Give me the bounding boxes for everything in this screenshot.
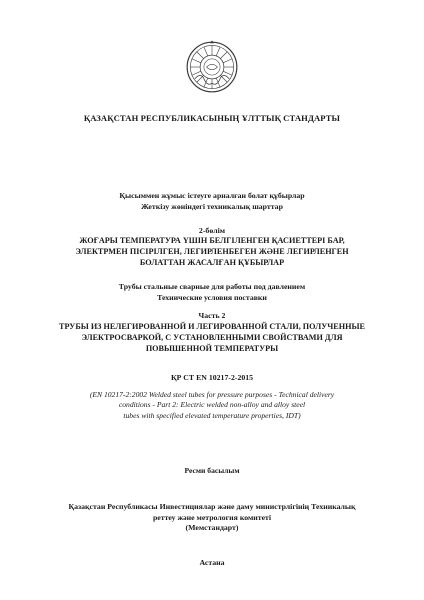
standard-code: ҚР СТ EN 10217-2-2015 [170,373,254,382]
russian-part-label: Часть 2 [198,311,226,320]
emblem-graphic [185,40,239,94]
kazakh-subtitle [0,236,424,268]
issuer [0,502,424,534]
english-reference-line: tubes with specified elevated temperature properties, IDT) [123,410,301,420]
russian-subtitle-line: ЭЛЕКТРОСВАРКОЙ, С УСТАНОВЛЕННЫМИ СВОЙСТВАМИ ДЛЯ [81,332,343,342]
official-edition-label: Ресми басылым [184,466,240,475]
english-reference-line: conditions - Part 2: Electric welded non-alloy and alloy steel [118,400,306,410]
state-emblem-icon [185,40,239,94]
issuer-line: реттеу және метрология комитеті [152,512,272,522]
russian-subtitle [0,322,424,354]
kazakh-title-line: Жеткізу жөніндегі техникалық шарттар [141,201,283,211]
russian-subtitle-line: ПОВЫШЕННОЙ ТЕМПЕРАТУРЫ [145,343,279,353]
russian-title [0,282,424,303]
city-label: Астана [199,558,225,567]
russian-subtitle-line: ТРУБЫ ИЗ НЕЛЕГИРОВАННОЙ И ЛЕГИРОВАННОЙ СТАЛИ, ПОЛУЧЕННЫЕ [59,322,365,331]
russian-title-line: Трубы стальные сварные для работы под давлением [118,282,306,291]
kazakh-subtitle-line: БОЛАТТАН ЖАСАЛҒАН ҚҰБЫРЛАР [139,257,285,267]
kazakh-part-label: 2-бөлім [198,226,226,235]
russian-title-line: Технические условия поставки [157,292,267,302]
kazakh-title [0,191,424,212]
english-reference [0,390,424,421]
national-standard-heading: ҚАЗАҚСТАН РЕСПУБЛИКАСЫНЫҢ ҰЛТТЫҚ СТАНДАРТЫ [83,113,341,123]
kazakh-title-line: Қысыммен жұмыс істеуге арналған болат құбырлар [119,191,305,200]
kazakh-subtitle-line: ЭЛЕКТРМЕН ПІСІРІЛГЕН, ЛЕГИРЛЕНБЕГЕН ЖӘНЕ ЛЕГИРЛЕНГЕН [75,246,349,256]
kazakh-subtitle-line: ЖОҒАРЫ ТЕМПЕРАТУРА ҮШІН БЕЛГІЛЕНГЕН ҚАСИЕТТЕРІ БАР, [79,236,345,245]
issuer-line: (Мемстандарт) [185,523,239,532]
english-reference-line: (EN 10217-2:2002 Welded steel tubes for pressure purposes - Technical delivery [89,390,335,399]
issuer-line: Қазақстан Республикасы Инвестициялар және даму министрлігінің Техникалық [68,502,356,511]
